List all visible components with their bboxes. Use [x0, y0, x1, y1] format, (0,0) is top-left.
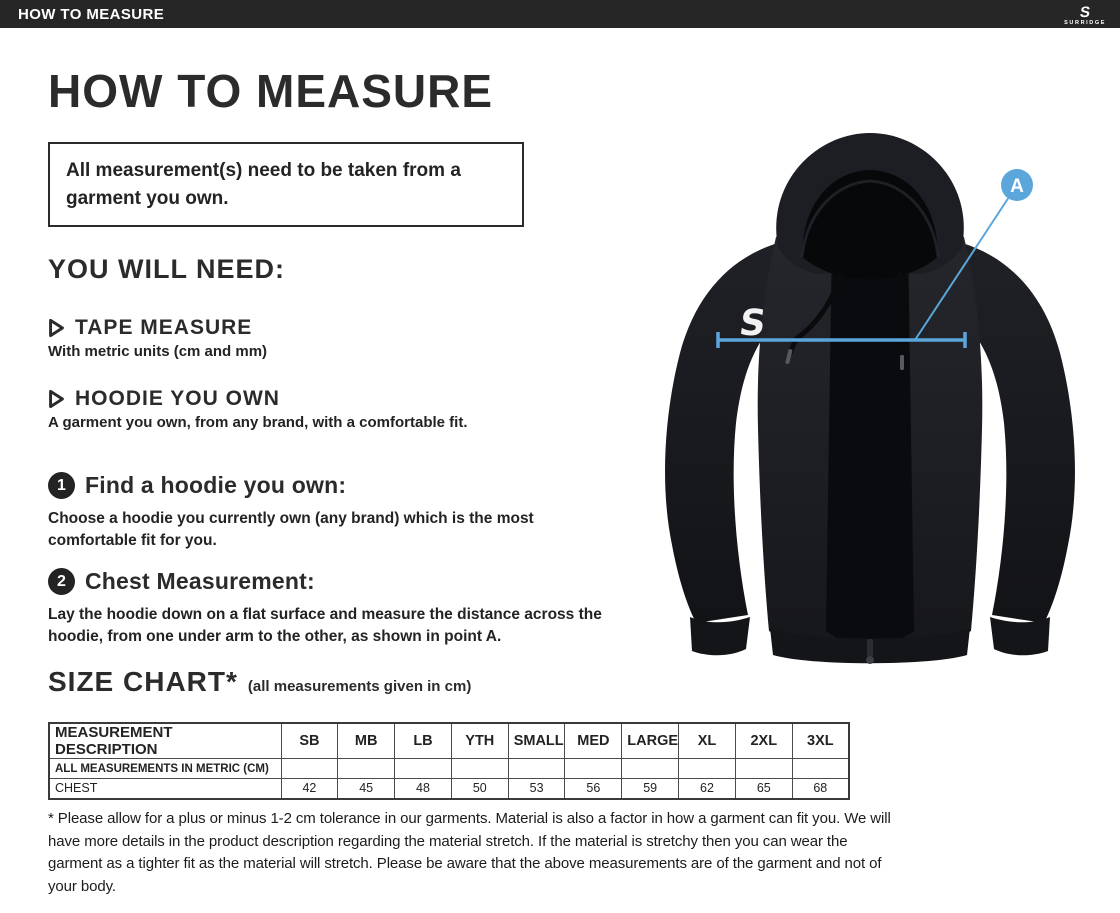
tolerance-footnote: * Please allow for a plus or minus 1-2 cm tolerance in our garments. Material is also a factor in how a garment can fit you. We will have more details in the product description regarding the material stretch. If the material is stretchy then you can wear the garment as a tighter fit as the material will stretch. Please be aware that the above measurements are of the garment and not of your body. [48, 810, 891, 895]
need-item-tape-measure [48, 316, 267, 360]
hoodie-zipper-pull [866, 656, 874, 664]
surridge-s-icon: S [1078, 3, 1092, 21]
step-description: Lay the hoodie down on a flat surface and measure the distance across the hoodie, from one under arm to the other, as shown in point A. [48, 606, 602, 645]
hoodie-chest-logo: S [736, 301, 769, 344]
row-label: ALL MEASUREMENTS IN METRIC (CM) [49, 759, 281, 779]
hoodie-diagram [620, 125, 1120, 665]
surridge-logo [1064, 5, 1106, 27]
column-header: SB [281, 723, 338, 759]
step-number-badge: 1 [48, 472, 75, 499]
table-cell: 56 [565, 779, 622, 799]
table-cell [508, 759, 565, 779]
table-cell: 48 [395, 779, 452, 799]
table-cell: 68 [792, 779, 849, 799]
table-cell [792, 759, 849, 779]
hoodie-drawcord-right [900, 273, 903, 361]
table-cell [451, 759, 508, 779]
table-cell: 50 [451, 779, 508, 799]
size-chart-heading-row [48, 666, 471, 698]
notice-text: All measurement(s) need to be taken from a garment you own. [66, 160, 461, 209]
column-header: YTH [451, 723, 508, 759]
table-cell [338, 759, 395, 779]
point-a-label: A [1010, 176, 1024, 197]
column-header: 2XL [735, 723, 792, 759]
table-cell: 53 [508, 779, 565, 799]
page-title: HOW TO MEASURE [48, 65, 494, 117]
need-item-label: HOODIE YOU OWN [75, 387, 280, 410]
column-header: 3XL [792, 723, 849, 759]
step-2 [48, 568, 623, 648]
column-header: SMALL [508, 723, 565, 759]
table-cell [281, 759, 338, 779]
table-header-row [49, 723, 849, 759]
column-header: MEASUREMENT DESCRIPTION [49, 723, 281, 759]
column-header: LARGE [622, 723, 679, 759]
table-cell: 59 [622, 779, 679, 799]
triangle-bullet-icon [48, 389, 65, 409]
table-cell: 62 [679, 779, 736, 799]
need-item-description: With metric units (cm and mm) [48, 343, 268, 360]
table-cell: 42 [281, 779, 338, 799]
table-cell [395, 759, 452, 779]
column-header: LB [395, 723, 452, 759]
column-header: MED [565, 723, 622, 759]
size-chart-subheading: (all measurements given in cm) [247, 678, 472, 695]
step-description: Choose a hoodie you currently own (any brand) which is the most comfortable fit for you. [48, 510, 534, 549]
column-header: XL [679, 723, 736, 759]
table-cell [565, 759, 622, 779]
size-chart-heading: SIZE CHART* [48, 666, 238, 697]
need-item-hoodie [48, 387, 467, 431]
top-bar-title: HOW TO MEASURE [18, 5, 165, 23]
step-title: Find a hoodie you own: [85, 472, 347, 498]
table-cell [679, 759, 736, 779]
table-row [49, 759, 849, 779]
column-header: MB [338, 723, 395, 759]
step-1 [48, 472, 623, 552]
hoodie-cord-tip-right [900, 355, 904, 370]
need-item-description: A garment you own, from any brand, with a comfortable fit. [48, 414, 468, 431]
step-title: Chest Measurement: [85, 568, 315, 594]
step-number-badge: 2 [48, 568, 75, 595]
top-bar [0, 0, 1120, 28]
table-cell [735, 759, 792, 779]
triangle-bullet-icon [48, 318, 65, 338]
hoodie-zipper [867, 639, 873, 657]
hoodie-left-cuff [690, 617, 750, 655]
hoodie-right-cuff [990, 617, 1050, 655]
table-row [49, 779, 849, 799]
notice-box [48, 142, 524, 227]
row-label: CHEST [49, 779, 281, 799]
table-cell [622, 759, 679, 779]
size-chart-table [48, 722, 850, 800]
surridge-brand-word: SURRIDGE [1064, 19, 1106, 26]
table-cell: 45 [338, 779, 395, 799]
need-item-label: TAPE MEASURE [75, 316, 253, 339]
hoodie-illustration [620, 125, 1120, 665]
table-cell: 65 [735, 779, 792, 799]
you-will-need-heading: YOU WILL NEED: [48, 254, 286, 284]
